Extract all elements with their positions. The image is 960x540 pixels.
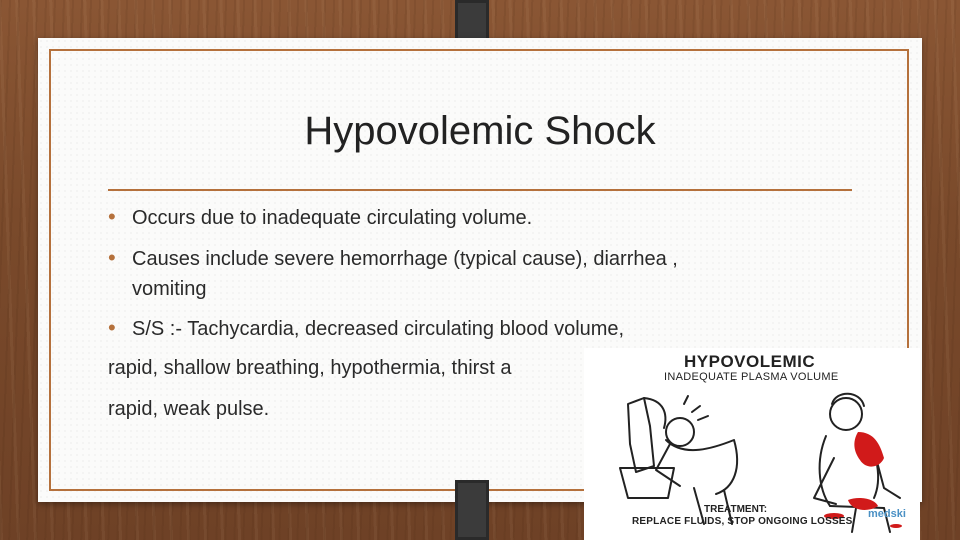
binder-clip-bottom (455, 480, 489, 540)
watermark-logo: medski (868, 508, 906, 520)
title-divider (108, 189, 852, 191)
treatment-label: TREATMENT: (704, 504, 768, 515)
bullet-text: Occurs due to inadequate circulating volume. (132, 207, 533, 229)
illustration-subheading: INADEQUATE PLASMA VOLUME (664, 371, 839, 383)
body-line: rapid, weak pulse. (108, 398, 270, 420)
bullet-continuation: vomiting (132, 278, 207, 300)
bullet-item (108, 202, 532, 233)
bullet-text: Causes include severe hemorrhage (typical cause), diarrhea , (132, 248, 678, 270)
bullet-text: S/S :- Tachycardia, decreased circulating blood volume, (132, 318, 625, 340)
treatment-text: REPLACE FLUIDS, STOP ONGOING LOSSES (632, 516, 853, 527)
bullet-icon: • (108, 315, 116, 340)
hypovolemic-illustration (584, 348, 920, 540)
slide-title: Hypovolemic Shock (304, 109, 656, 153)
bullet-icon: • (108, 245, 116, 270)
illustration-heading: HYPOVOLEMIC (684, 352, 816, 371)
bullet-item (108, 243, 838, 304)
bullet-icon: • (108, 204, 116, 229)
body-line: rapid, shallow breathing, hypothermia, thirst a (108, 357, 512, 379)
bullet-item (108, 313, 624, 344)
